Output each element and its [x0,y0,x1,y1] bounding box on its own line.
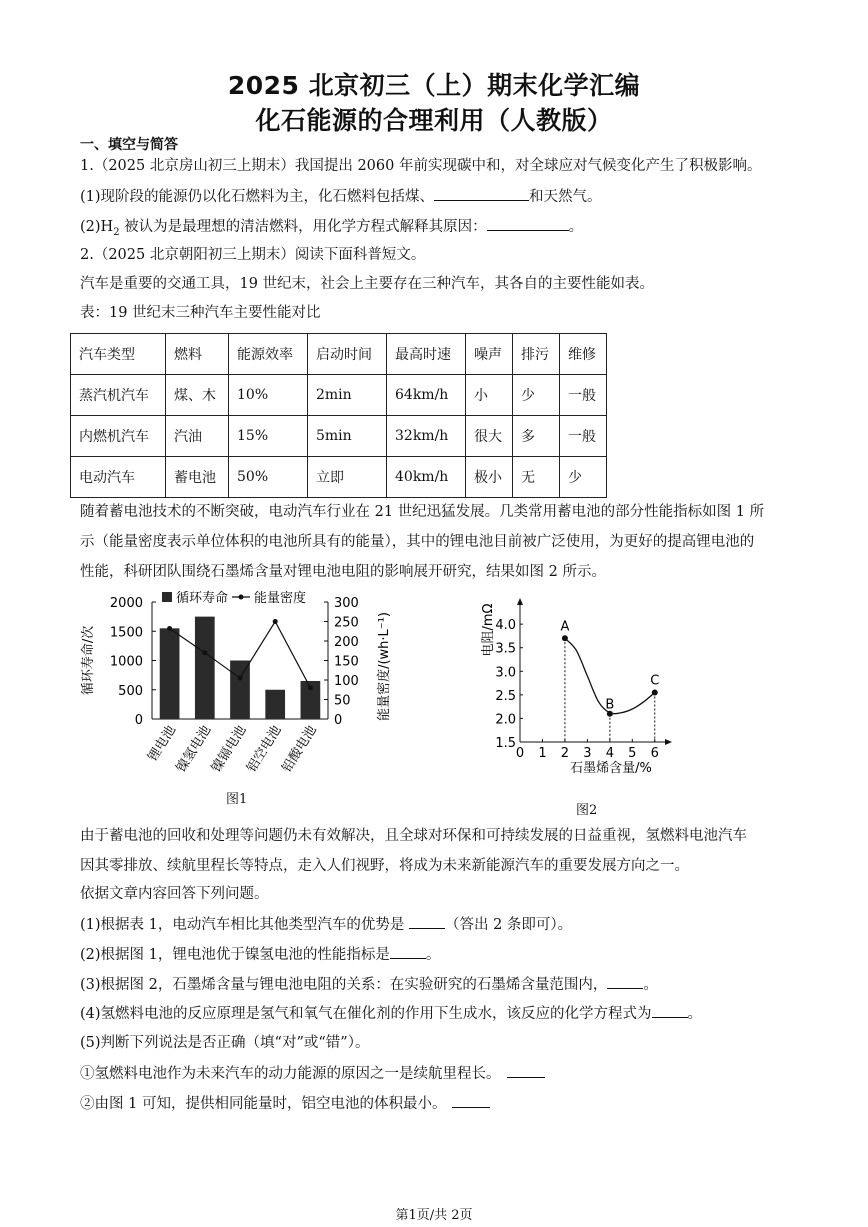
table-header-cell: 最高时速 [387,334,466,375]
document-title-line1: 2025 北京初三（上）期末化学汇编 [227,71,641,100]
table-header-cell: 启动时间 [308,334,387,375]
legend-bar-label: 循环寿命 [176,591,229,606]
table-cell: 煤、木 [166,375,229,416]
point-label: A [560,619,570,635]
question-1-stem: 1.（2025 北京房山初三上期末）我国提出 2060 年前实现碳中和，对全球应对气候变化产生了积极影响。 [80,158,762,174]
y-axis-arrow [517,598,523,605]
sub-question-2 [80,944,440,965]
section-heading: 一、填空与简答 [80,137,178,153]
y-tick-label-right: 250 [334,615,359,631]
sub-question-4-tail: 。 [687,1006,703,1022]
sub-question-5-item-2-answer-blank[interactable] [452,1093,490,1108]
x-tick-label: 1 [538,746,547,761]
x-tick-label: 5 [628,746,637,761]
data-point [562,635,568,641]
figure-2-chart [470,590,700,790]
article-paragraph-2-line-1: 由于蓄电池的回收和处理等问题仍未有效解决，且全球对环保和可持续发展的日益重视，氢燃料电池汽车 [80,828,747,844]
article-paragraph-3: 依据文章内容回答下列问题。 [80,886,269,902]
table-cell: 多 [513,416,560,457]
q1-p1-text-a: (1)现阶段的能源仍以化石燃料为主，化石燃料包括煤、 [80,189,435,205]
x-axis-label: 石墨烯含量/% [570,761,652,776]
y-tick-label-left: 500 [118,683,143,699]
sub-question-2-text: (2)根据图 1，锂电池优于镍氢电池的性能指标是 [80,947,390,963]
question-2-intro: 汽车是重要的交通工具，19 世纪末，社会上主要存在三种汽车，其各自的主要性能如表。 [80,276,655,292]
table-cell: 汽油 [166,416,229,457]
table-cell: 无 [513,457,560,498]
sub-question-5-item-2 [80,1093,490,1114]
legend-line-marker [239,595,244,600]
article-paragraph-1-line-2: 示（能量密度表示单位体积的电池所具有的能量），其中的锂电池目前被广泛使用，为更好的提高锂电池的 [80,534,755,550]
q1-p2-text-a: (2)H [80,219,114,235]
table-cell: 极小 [466,457,513,498]
table-header-cell: 排污 [513,334,560,375]
point-energy-density [202,650,207,655]
q1-p1-text-b: 和天然气。 [529,189,602,205]
document-title-line2: 化石能源的合理利用（人教版） [255,106,613,135]
bar-cycle-life [265,690,285,719]
x-tick-label: 6 [650,746,659,761]
y-tick-label-left: 1000 [109,654,143,670]
table-cell: 一般 [560,416,607,457]
table-row [71,457,607,498]
point-energy-density [238,676,243,681]
y-tick-label-left: 0 [134,713,143,728]
y-tick-label-right: 150 [334,654,359,670]
table-cell: 2min [308,375,387,416]
question-1-part-2 [80,216,583,243]
y-tick-label: 2.5 [495,688,516,704]
sub-question-2-answer-blank[interactable] [390,944,426,959]
table-row [71,375,607,416]
table-cell: 15% [229,416,308,457]
sub-question-4-answer-blank[interactable] [652,1003,688,1018]
table-cell: 蓄电池 [166,457,229,498]
table-cell: 40km/h [387,457,466,498]
y-tick-label-left: 2000 [109,596,143,611]
x-tick-label: 4 [605,746,614,761]
y-tick-label: 2.0 [495,712,516,728]
legend-bar-swatch [162,592,172,602]
table-header-cell: 燃料 [166,334,229,375]
point-label: B [605,697,615,713]
sub-question-1-tail: （答出 2 条即可）。 [444,917,573,933]
figure-1-chart [70,585,400,815]
question-1-part-1 [80,186,602,207]
sub-question-5-item-1-answer-blank[interactable] [507,1063,545,1078]
sub-question-1 [80,914,572,935]
table-header-cell: 能源效率 [229,334,308,375]
figure-1-caption: 图1 [226,792,248,807]
sub-question-3-answer-blank[interactable] [607,974,643,989]
y-tick-label-right: 50 [334,693,351,709]
x-tick-label: 3 [583,746,592,761]
table-caption: 表：19 世纪末三种汽车主要性能对比 [80,305,321,321]
x-tick-label: 2 [560,746,570,761]
x-tick-label: 镍镉电池 [209,723,250,776]
table-header-cell: 汽车类型 [71,334,166,375]
sub-question-5-item-2-text: ②由图 1 可知，提供相同能量时，铝空电池的体积最小。 [80,1096,447,1112]
point-label: C [650,673,660,689]
table-cell: 蒸汽机汽车 [71,375,166,416]
table-cell: 5min [308,416,387,457]
y-tick-label: 4.0 [495,618,516,634]
y-axis-label: 电阻/mΩ [481,603,496,657]
article-paragraph-1-line-1: 随着蓄电池技术的不断突破，电动汽车行业在 21 世纪迅猛发展。几类常用蓄电池的部分性能指标如图 1 所 [80,504,765,520]
table-cell: 立即 [308,457,387,498]
sub-question-5-item-1 [80,1063,545,1084]
x-tick-label: 铅酸电池 [279,723,320,776]
bar-cycle-life [195,617,215,719]
bar-cycle-life [230,661,250,720]
y-tick-label-right: 100 [334,674,359,689]
y-axis-label-right: 能量密度/(wh·L⁻¹) [377,612,392,721]
y-tick-label-right: 200 [334,635,359,650]
q1-p2-text-b: 被认为是最理想的清洁燃料，用化学方程式解释其原因： [119,219,487,235]
y-axis-label-left: 循环寿命/次 [81,625,96,696]
bar-cycle-life [160,628,180,719]
sub-question-4-text: (4)氢燃料电池的反应原理是氢气和氧气在催化剂的作用下生成水，该反应的化学方程式为 [80,1006,652,1022]
article-paragraph-1-line-3: 性能，科研团队围绕石墨烯含量对锂电池电阻的影响展开研究，结果如图 2 所示。 [80,564,606,580]
y-tick-label: 3.5 [495,641,516,657]
sub-question-1-text: (1)根据表 1，电动汽车相比其他类型汽车的优势是 [80,917,409,933]
table-cell: 电动汽车 [71,457,166,498]
y-tick-label: 3.0 [495,665,516,681]
table-cell: 很大 [466,416,513,457]
sub-question-3 [80,974,658,995]
sub-question-2-tail: 。 [425,947,441,963]
sub-question-3-tail: 。 [643,977,658,993]
sub-question-5: (5)判断下列说法是否正确（填“对”或“错”）。 [80,1035,370,1051]
article-paragraph-2-line-2: 因其零排放、续航里程长等特点，走入人们视野，将成为未来新能源汽车的重要发展方向之一。 [80,858,689,874]
sub-question-1-answer-blank[interactable] [409,914,445,929]
table-cell: 10% [229,375,308,416]
legend-line-label: 能量密度 [254,591,307,606]
point-energy-density [273,619,278,624]
table-row [71,416,607,457]
x-tick-label: 锂电池 [145,723,179,765]
x-tick-label: 铝空电池 [244,723,285,776]
q1-p2-subscript: 2 [113,226,120,238]
x-tick-label: 镍氢电池 [173,723,215,776]
page-number: 第1页/共 2页 [395,1208,473,1223]
table-cell: 少 [513,375,560,416]
data-point [652,690,658,696]
q1-p2-text-c: 。 [568,219,584,235]
y-tick-label-right: 0 [334,713,343,728]
point-energy-density [167,626,172,631]
table-cell: 50% [229,457,308,498]
car-performance-table [70,333,607,498]
sub-question-3-text: (3)根据图 2，石墨烯含量与锂电池电阻的关系：在实验研究的石墨烯含量范围内， [80,977,608,993]
x-tick-label: 0 [515,746,525,761]
q1-p1-answer-blank[interactable] [434,186,529,201]
table-header-row [71,334,607,375]
q1-p2-answer-blank[interactable] [487,216,569,231]
table-cell: 少 [560,457,607,498]
table-cell: 小 [466,375,513,416]
table-cell: 内燃机汽车 [71,416,166,457]
y-tick-label-left: 1500 [109,625,143,641]
point-energy-density [308,685,313,690]
table-cell: 64km/h [387,375,466,416]
table-cell: 32km/h [387,416,466,457]
figure-2-caption: 图2 [576,803,598,818]
question-2-stem: 2.（2025 北京朝阳初三上期末）阅读下面科普短文。 [80,247,426,263]
y-tick-label: 1.5 [495,736,516,751]
sub-question-5-item-1-text: ①氢燃料电池作为未来汽车的动力能源的原因之一是续航里程长。 [80,1066,501,1082]
y-tick-label-right: 300 [334,596,359,611]
x-axis-arrow [665,739,672,745]
table-cell: 一般 [560,375,607,416]
table-header-cell: 噪声 [466,334,513,375]
sub-question-4 [80,1003,702,1024]
table-header-cell: 维修 [560,334,607,375]
